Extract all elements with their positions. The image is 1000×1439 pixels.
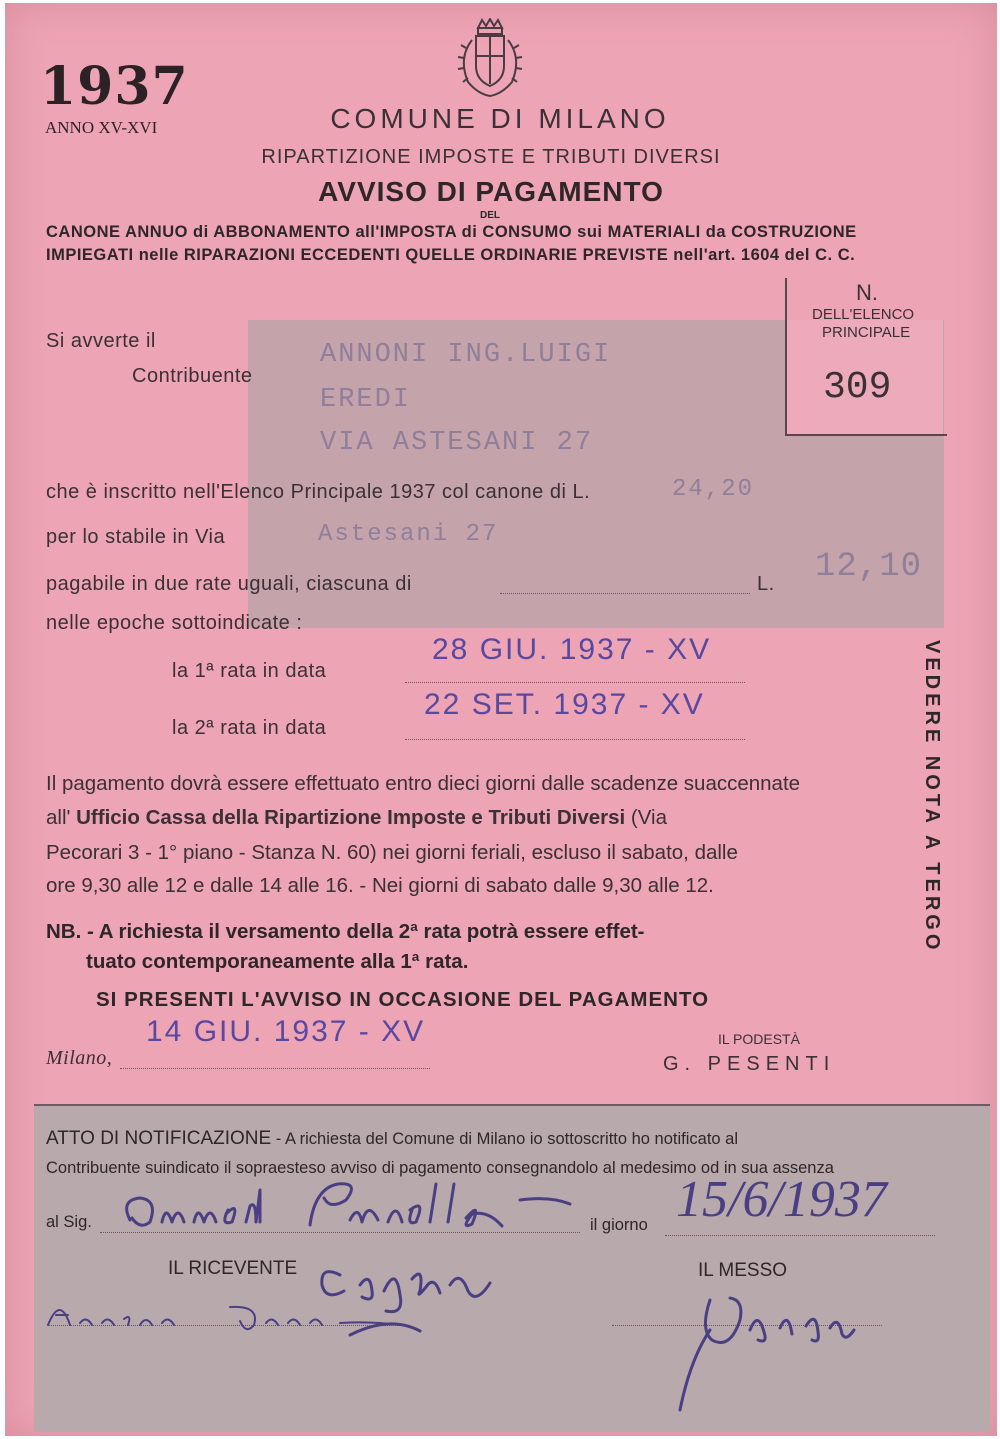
nb-note-line2: tuato contemporaneamente alla 1ª rata. [86,950,469,973]
il-giorno-label: il giorno [590,1216,648,1234]
si-avverte-label: Si avverte il [46,330,156,352]
rate-dotted-line [500,593,750,594]
document-year: 1937 [40,56,189,117]
anno-label: ANNO XV-XVI [45,118,158,137]
milano-label: Milano, [46,1047,113,1069]
podesta-name: G. PESENTI [663,1053,836,1075]
payment-instructions-line2: all' Ufficio Cassa della Ripartizione Imposte e Tributi Diversi (Via [46,806,667,829]
canone-description-line1: CANONE ANNUO di ABBONAMENTO all'IMPOSTA di CONSUMO sui MATERIALI da COSTRUZIONE [46,223,857,241]
al-sig-label: al Sig. [46,1213,92,1231]
canone-value: 24,20 [672,476,755,503]
ricevente-name-handwriting [40,1285,440,1345]
rata2-date-stamp: 22 SET. 1937 - XV [424,688,705,721]
payment-instructions-line1: Il pagamento dovrà essere effettuato entro dieci giorni dalle scadenze suaccennate [46,772,801,795]
elenco-n-label: N. [856,280,878,305]
ripartizione-subtitle: RIPARTIZIONE IMPOSTE E TRIBUTI DIVERSI [261,146,721,168]
notification-line1: ATTO DI NOTIFICAZIONE - A richiesta del Comune di Milano io sottoscritto ho notificato al [46,1128,739,1149]
ricevente-label: IL RICEVENTE [168,1258,298,1279]
rate-currency: L. [757,573,775,595]
payment-instructions-line4: ore 9,30 alle 12 e dalle 14 alle 16. - Nei giorni di sabato dalle 9,30 alle 12. [46,874,714,897]
notification-date-handwritten: 15/6/1937 [676,1171,887,1228]
canone-description-line2: IMPIEGATI nelle RIPARAZIONI ECCEDENTI QUELLE ORDINARIE PREVISTE nell'art. 1604 del C. C. [46,246,856,264]
rata1-dotted-line [405,682,745,683]
contribuente-eredi: EREDI [320,385,412,415]
epoche-label: nelle epoche sottoindicate : [46,612,303,634]
il-giorno-line [665,1235,935,1236]
vedere-nota-side-label: VEDERE NOTA A TERGO [921,640,943,954]
elenco-principale-label: PRINCIPALE [822,324,911,341]
notification-line2: Contribuente suindicato il sopraesteso avviso di pagamento consegnandolo al medesimo od in sua assenza [46,1159,834,1177]
podesta-label: IL PODESTÀ [718,1031,800,1047]
milan-crest-icon [452,18,528,100]
issue-date-stamp: 14 GIU. 1937 - XV [146,1015,426,1048]
stabile-label: per lo stabile in Via [46,526,226,548]
rata2-label: la 2ª rata in data [172,717,327,739]
rata2-dotted-line [405,739,745,740]
presenti-notice: SI PRESENTI L'AVVISO IN OCCASIONE DEL PAGAMENTO [96,988,710,1011]
rata1-label: la 1ª rata in data [172,660,327,682]
elenco-number: 309 [823,366,892,409]
contribuente-name: ANNONI ING.LUIGI [320,340,612,370]
rata1-date-stamp: 28 GIU. 1937 - XV [432,633,712,666]
comune-title: COMUNE DI MILANO [330,103,670,134]
contribuente-label: Contribuente [132,365,253,387]
inscritto-label: che è inscritto nell'Elenco Principale 1937 col canone di L. [46,481,591,503]
elenco-dell-label: DELL'ELENCO [812,306,915,323]
payment-instructions-line3: Pecorari 3 - 1° piano - Stanza N. 60) nei giorni feriali, escluso il sabato, dalle [46,841,738,864]
del-label: DEL [480,210,500,221]
nb-note-line1: NB. - A richiesta il versamento della 2ª rata potrà essere effet- [46,920,645,943]
document-title: AVVISO DI PAGAMENTO [318,176,664,207]
messo-signature [640,1270,880,1420]
rate-label: pagabile in due rate uguali, ciascuna di [46,573,412,595]
contribuente-address: VIA ASTESANI 27 [320,428,594,458]
rate-value: 12,10 [815,548,923,586]
milano-date-line [120,1068,430,1069]
messo-label: IL MESSO [698,1260,788,1281]
stabile-value: Astesani 27 [318,521,499,548]
